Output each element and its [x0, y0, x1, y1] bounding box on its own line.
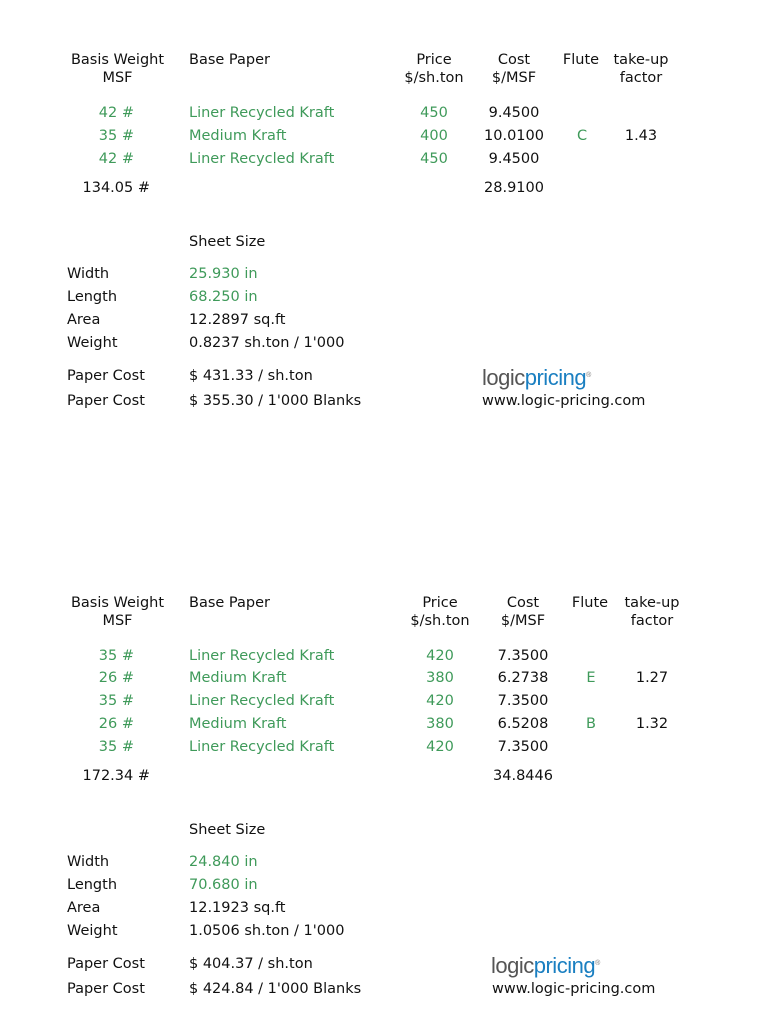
row-base-paper: Liner Recycled Kraft	[189, 739, 335, 755]
header-basis-weight: Basis Weight	[70, 52, 165, 68]
header-base-paper: Base Paper	[189, 595, 270, 611]
header-price: Price	[416, 52, 452, 68]
row-flute: C	[576, 128, 588, 144]
area-value: 12.2897 sq.ft	[189, 312, 286, 328]
header-takeup: take-up	[613, 52, 669, 68]
header-price-unit: $/sh.ton	[410, 613, 470, 629]
header-cost: Cost	[497, 52, 531, 68]
row-cost: 9.4500	[488, 151, 540, 167]
row-base-paper: Medium Kraft	[189, 716, 287, 732]
row-basis-weight: 42 #	[98, 105, 134, 121]
row-price: 420	[426, 739, 454, 755]
header-price: Price	[422, 595, 458, 611]
total-basis-weight: 172.34 #	[82, 768, 150, 784]
row-flute: B	[586, 716, 596, 732]
header-cost-unit: $/MSF	[500, 613, 546, 629]
length-label: Length	[67, 289, 118, 305]
paper-cost-ton: $ 431.33 / sh.ton	[189, 368, 313, 384]
paper-cost-blanks: $ 424.84 / 1'000 Blanks	[189, 981, 362, 997]
weight-label: Weight	[67, 335, 118, 351]
row-basis-weight: 35 #	[98, 648, 134, 664]
row-takeup: 1.27	[635, 670, 669, 686]
row-cost: 7.3500	[497, 693, 549, 709]
row-basis-weight: 35 #	[98, 128, 134, 144]
length-label: Length	[67, 877, 118, 893]
row-takeup: 1.43	[624, 128, 658, 144]
header-basis-weight: Basis Weight	[70, 595, 165, 611]
paper-cost-label: Paper Cost	[67, 956, 145, 972]
row-price: 450	[420, 151, 448, 167]
row-base-paper: Liner Recycled Kraft	[189, 648, 335, 664]
website-link[interactable]: www.logic-pricing.com	[492, 981, 656, 997]
paper-cost-label: Paper Cost	[67, 981, 145, 997]
row-cost: 7.3500	[497, 739, 549, 755]
header-price-unit: $/sh.ton	[404, 70, 464, 86]
width-label: Width	[67, 854, 110, 870]
logicpricing-logo: logicpricing®	[482, 365, 591, 390]
paper-cost-label: Paper Cost	[67, 393, 145, 409]
header-flute: Flute	[562, 52, 600, 68]
weight-label: Weight	[67, 923, 118, 939]
total-cost: 34.8446	[493, 768, 553, 784]
area-value: 12.1923 sq.ft	[189, 900, 286, 916]
length-value: 68.250 in	[189, 289, 258, 305]
paper-cost-ton: $ 404.37 / sh.ton	[189, 956, 313, 972]
row-price: 420	[426, 648, 454, 664]
area-label: Area	[67, 900, 101, 916]
row-basis-weight: 26 #	[98, 716, 134, 732]
area-label: Area	[67, 312, 101, 328]
row-cost: 6.5208	[497, 716, 549, 732]
paper-cost-label: Paper Cost	[67, 368, 145, 384]
row-base-paper: Liner Recycled Kraft	[189, 151, 335, 167]
total-cost: 28.9100	[484, 180, 544, 196]
website-link[interactable]: www.logic-pricing.com	[482, 393, 646, 409]
row-basis-weight: 35 #	[98, 693, 134, 709]
row-basis-weight: 26 #	[98, 670, 134, 686]
header-cost: Cost	[506, 595, 540, 611]
weight-value: 1.0506 sh.ton / 1'000	[189, 923, 345, 939]
header-msf: MSF	[102, 70, 133, 86]
sheet-size-heading: Sheet Size	[189, 822, 266, 838]
sheet-size-heading: Sheet Size	[189, 234, 266, 250]
length-value: 70.680 in	[189, 877, 258, 893]
row-price: 400	[420, 128, 448, 144]
row-price: 380	[426, 670, 454, 686]
header-base-paper: Base Paper	[189, 52, 270, 68]
row-takeup: 1.32	[635, 716, 669, 732]
row-price: 420	[426, 693, 454, 709]
row-flute: E	[586, 670, 596, 686]
row-base-paper: Medium Kraft	[189, 670, 287, 686]
header-cost-unit: $/MSF	[491, 70, 537, 86]
paper-cost-blanks: $ 355.30 / 1'000 Blanks	[189, 393, 362, 409]
total-basis-weight: 134.05 #	[82, 180, 150, 196]
row-base-paper: Medium Kraft	[189, 128, 287, 144]
row-price: 450	[420, 105, 448, 121]
header-flute: Flute	[571, 595, 609, 611]
row-base-paper: Liner Recycled Kraft	[189, 693, 335, 709]
width-value: 24.840 in	[189, 854, 258, 870]
row-basis-weight: 35 #	[98, 739, 134, 755]
header-msf: MSF	[102, 613, 133, 629]
row-basis-weight: 42 #	[98, 151, 134, 167]
row-cost: 9.4500	[488, 105, 540, 121]
width-value: 25.930 in	[189, 266, 258, 282]
logicpricing-logo: logicpricing®	[491, 953, 600, 978]
row-cost: 7.3500	[497, 648, 549, 664]
row-base-paper: Liner Recycled Kraft	[189, 105, 335, 121]
header-factor: factor	[619, 70, 663, 86]
header-factor: factor	[630, 613, 674, 629]
row-cost: 6.2738	[497, 670, 549, 686]
weight-value: 0.8237 sh.ton / 1'000	[189, 335, 345, 351]
row-cost: 10.0100	[484, 128, 544, 144]
row-price: 380	[426, 716, 454, 732]
width-label: Width	[67, 266, 110, 282]
header-takeup: take-up	[624, 595, 680, 611]
